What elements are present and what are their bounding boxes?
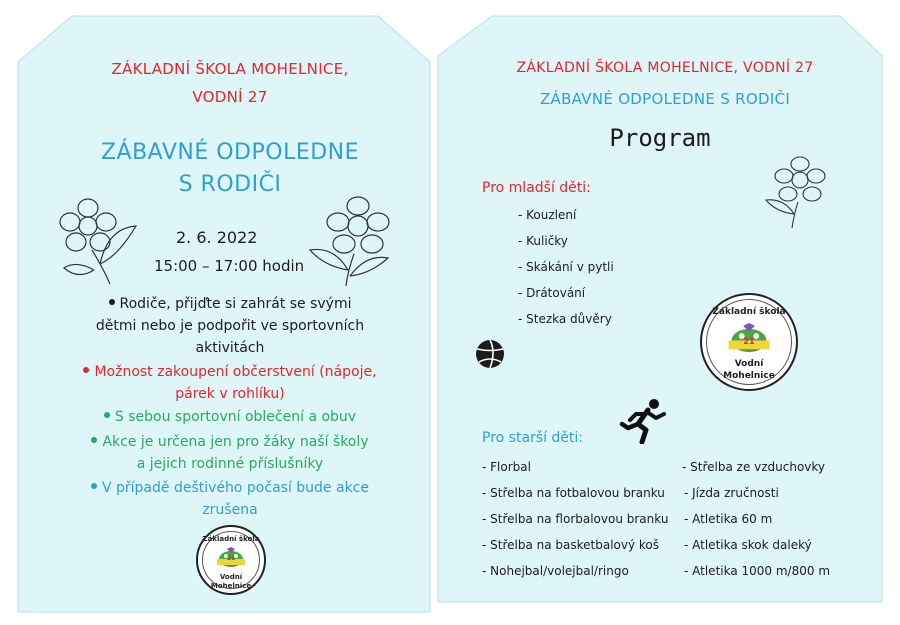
older-item: - Atletika skok daleký xyxy=(684,538,812,552)
younger-item: - Kouzlení xyxy=(518,208,577,222)
program-heading: Program xyxy=(609,124,711,152)
bullet-item: Možnost zakoupení občerstvení (nápoje, párek v rohlíku) xyxy=(60,361,400,405)
event-time: 15:00 – 17:00 hodin xyxy=(154,257,305,275)
older-item: - Nohejbal/volejbal/ringo xyxy=(482,564,629,578)
flower-icon xyxy=(306,196,396,292)
younger-heading: Pro mladší děti: xyxy=(482,180,591,196)
flower-icon xyxy=(48,198,148,290)
event-date: 2. 6. 2022 xyxy=(176,228,258,247)
school-logo: Základní škola 21 Vodní Mohelnice xyxy=(196,525,266,595)
younger-item: - Drátování xyxy=(518,286,586,300)
younger-item: - Kuličky xyxy=(518,234,568,248)
volleyball-icon xyxy=(474,338,506,374)
left-school-line1: ZÁKLADNÍ ŠKOLA MOHELNICE, xyxy=(111,60,349,78)
left-title-line1: ZÁBAVNÉ ODPOLEDNE xyxy=(100,140,360,165)
bullet-item: Rodiče, přijďte si zahrát se svými dětmi nebo je podpořit ve sportovních aktivitách xyxy=(95,296,365,356)
older-item: - Atletika 1000 m/800 m xyxy=(684,564,831,578)
older-item: - Střelba ze vzduchovky xyxy=(682,460,826,474)
runner-icon xyxy=(618,398,668,448)
bullet-item: Akce je určena jen pro žáky naší školy a jejich rodinné příslušníky xyxy=(60,431,400,475)
younger-item: - Skákání v pytli xyxy=(518,260,614,274)
bullet-item: V případě deštivého počasí bude akce zrušena xyxy=(60,477,400,521)
older-item: - Atletika 60 m xyxy=(684,512,773,526)
older-item: - Střelba na florbalovou branku xyxy=(482,512,669,526)
younger-item: - Stezka důvěry xyxy=(518,312,612,326)
older-item: - Jízda zručnosti xyxy=(684,486,779,500)
older-item: - Střelba na fotbalovou branku xyxy=(482,486,665,500)
bullet-item: S sebou sportovní oblečení a obuv xyxy=(60,406,400,428)
older-heading: Pro starší děti: xyxy=(482,430,584,446)
left-title-line2: S RODIČI xyxy=(178,172,282,197)
right-title: ZÁBAVNÉ ODPOLEDNE S RODIČI xyxy=(539,90,791,108)
left-school-line2: VODNÍ 27 xyxy=(192,88,268,106)
right-school: ZÁKLADNÍ ŠKOLA MOHELNICE, VODNÍ 27 xyxy=(516,60,814,76)
school-logo: Základní škola 21 Vodní Mohelnice xyxy=(700,293,798,391)
older-item: - Střelba na basketbalový koš xyxy=(482,538,660,552)
older-item: - Florbal xyxy=(482,460,531,474)
flower-icon xyxy=(762,156,830,234)
